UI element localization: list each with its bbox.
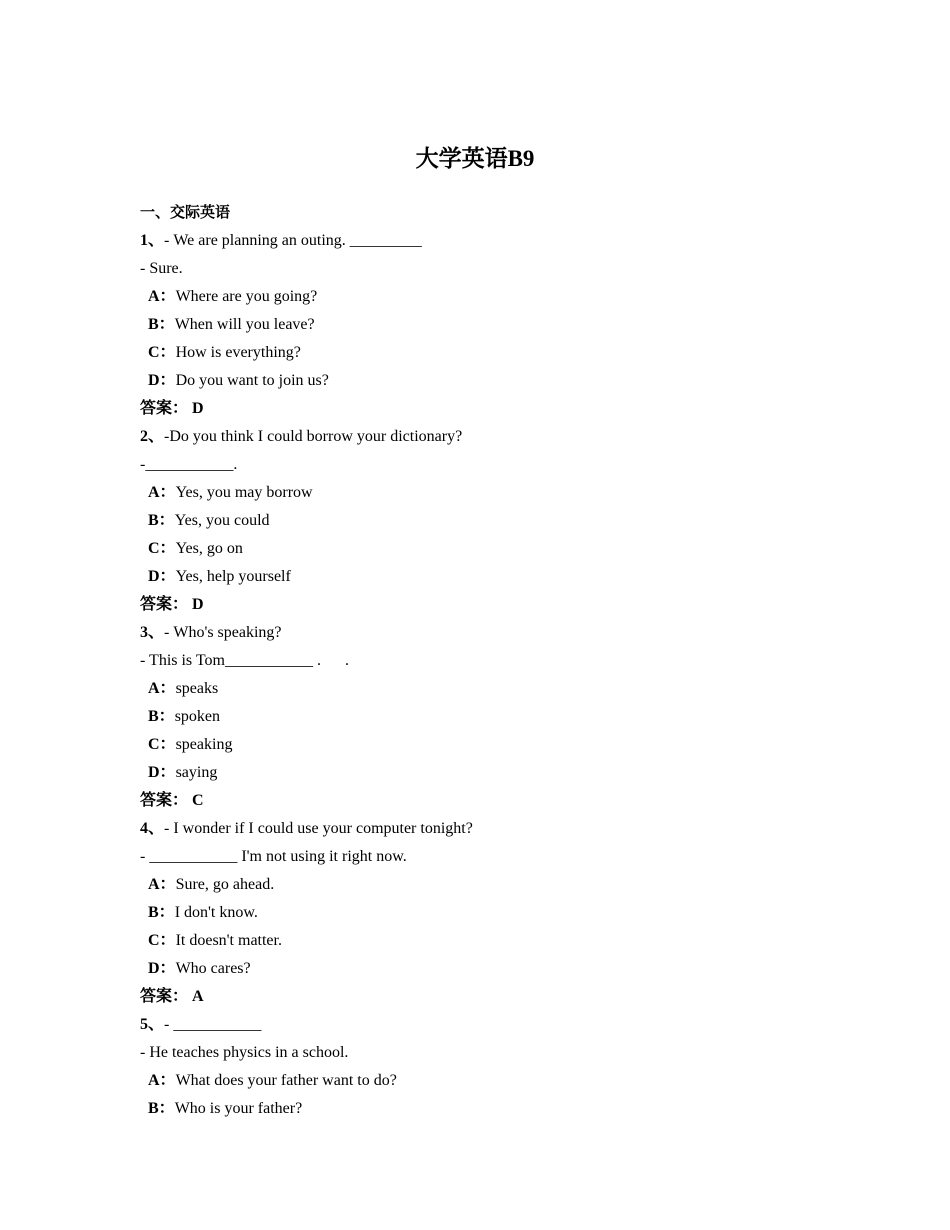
- answer-line: [140, 395, 820, 423]
- option-c: [140, 731, 820, 759]
- option-key: D：: [148, 764, 176, 781]
- question-text: -Do you think I could borrow your dictionary?: [164, 428, 463, 445]
- question-text: - ___________: [164, 1016, 262, 1033]
- option-a: [140, 479, 820, 507]
- question-text: - I wonder if I could use your computer tonight?: [164, 820, 473, 837]
- question-prompt: [140, 1011, 820, 1039]
- option-key: A：: [148, 680, 176, 697]
- answer-line: [140, 983, 820, 1011]
- question-prompt: [140, 423, 820, 451]
- option-d: [140, 367, 820, 395]
- option-text: How is everything?: [175, 344, 301, 361]
- question-prompt: [140, 227, 820, 255]
- option-text: spoken: [174, 708, 221, 725]
- question-number: 4、: [140, 820, 165, 837]
- question-4: [140, 815, 820, 1011]
- option-key: A：: [148, 876, 176, 893]
- answer-label: 答案：: [140, 400, 189, 417]
- question-prompt: [140, 815, 820, 843]
- document-body: [140, 199, 820, 1123]
- question-response: -___________.: [140, 456, 238, 473]
- question-text: - We are planning an outing. _________: [164, 232, 422, 249]
- option-text: Who is your father?: [174, 1100, 303, 1117]
- option-d: [140, 563, 820, 591]
- option-d: [140, 955, 820, 983]
- question-5: [140, 1011, 820, 1123]
- option-key: C：: [148, 344, 176, 361]
- option-a: [140, 283, 820, 311]
- question-1: [140, 227, 820, 423]
- option-b: [140, 311, 820, 339]
- option-text: What does your father want to do?: [175, 1072, 397, 1089]
- option-key: B：: [148, 512, 175, 529]
- option-text: saying: [175, 764, 218, 781]
- question-number: 3、: [140, 624, 165, 641]
- question-response: - He teaches physics in a school.: [140, 1044, 349, 1061]
- option-text: speaks: [175, 680, 219, 697]
- option-c: [140, 927, 820, 955]
- question-2: [140, 423, 820, 619]
- option-key: D：: [148, 372, 176, 389]
- option-key: B：: [148, 904, 175, 921]
- option-key: A：: [148, 288, 176, 305]
- document-title: 大学英语B9: [415, 146, 535, 171]
- question-response: - Sure.: [140, 260, 183, 277]
- option-text: Do you want to join us?: [175, 372, 329, 389]
- answer-label: 答案：: [140, 988, 189, 1005]
- question-response: - This is Tom___________ . .: [140, 652, 349, 669]
- option-b: [140, 1095, 820, 1123]
- answer-value: D: [192, 400, 204, 417]
- question-number: 2、: [140, 428, 165, 445]
- option-a: [140, 1067, 820, 1095]
- option-b: [140, 899, 820, 927]
- option-key: C：: [148, 540, 176, 557]
- answer-line: [140, 787, 820, 815]
- option-key: C：: [148, 736, 176, 753]
- option-text: It doesn't matter.: [175, 932, 282, 949]
- answer-label: 答案：: [140, 596, 189, 613]
- option-b: [140, 507, 820, 535]
- option-key: B：: [148, 1100, 175, 1117]
- option-key: D：: [148, 960, 176, 977]
- option-d: [140, 759, 820, 787]
- answer-value: C: [192, 792, 204, 809]
- option-c: [140, 339, 820, 367]
- option-text: Where are you going?: [175, 288, 318, 305]
- option-text: Yes, you could: [174, 512, 270, 529]
- question-3: [140, 619, 820, 815]
- question-text: - Who's speaking?: [164, 624, 282, 641]
- answer-value: A: [192, 988, 204, 1005]
- question-prompt: [140, 619, 820, 647]
- option-a: [140, 871, 820, 899]
- section-heading: 一、交际英语: [140, 205, 231, 221]
- option-key: C：: [148, 932, 176, 949]
- answer-value: D: [192, 596, 204, 613]
- option-text: I don't know.: [174, 904, 258, 921]
- option-key: A：: [148, 1072, 176, 1089]
- option-text: When will you leave?: [174, 316, 315, 333]
- option-text: Sure, go ahead.: [175, 876, 275, 893]
- option-key: B：: [148, 316, 175, 333]
- answer-line: [140, 591, 820, 619]
- option-text: Yes, you may borrow: [175, 484, 313, 501]
- option-text: speaking: [175, 736, 233, 753]
- option-b: [140, 703, 820, 731]
- question-number: 5、: [140, 1016, 165, 1033]
- option-text: Who cares?: [175, 960, 251, 977]
- answer-label: 答案：: [140, 792, 189, 809]
- question-response: - ___________ I'm not using it right now.: [140, 848, 407, 865]
- option-key: D：: [148, 568, 176, 585]
- option-text: Yes, go on: [175, 540, 243, 557]
- option-a: [140, 675, 820, 703]
- option-c: [140, 535, 820, 563]
- option-key: B：: [148, 708, 175, 725]
- option-key: A：: [148, 484, 176, 501]
- option-text: Yes, help yourself: [175, 568, 291, 585]
- question-number: 1、: [140, 232, 165, 249]
